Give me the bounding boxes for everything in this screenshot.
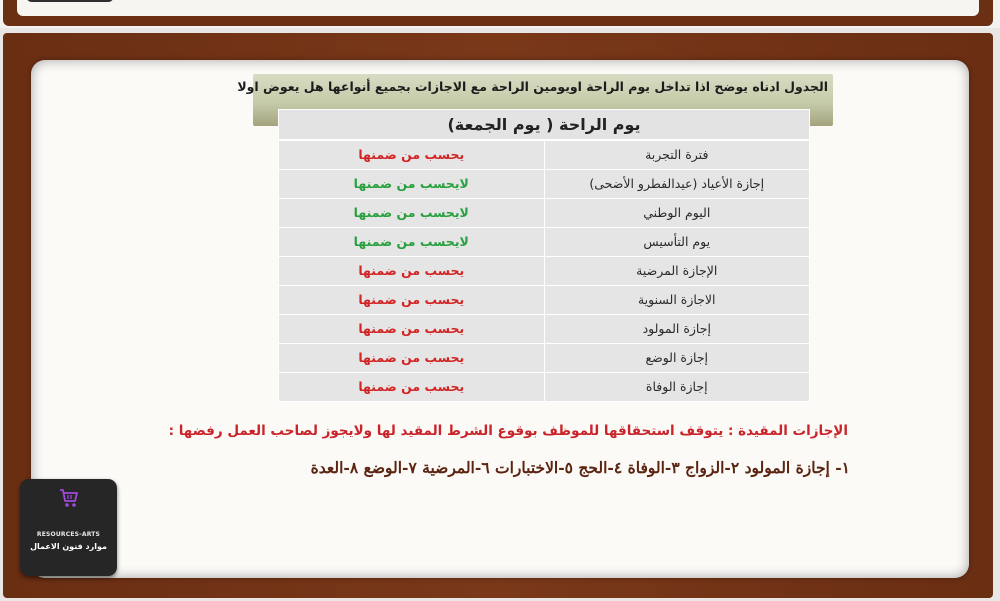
counted-status-cell: يحسب من ضمنها [279, 315, 545, 344]
logo-arabic-name: موارد فنون الاعمال [30, 542, 107, 551]
counted-status-cell: يحسب من ضمنها [279, 286, 545, 315]
leave-type-cell: فترة التجربة [544, 140, 810, 170]
counted-status-cell: لايحسب من ضمنها [279, 170, 545, 199]
counted-status-cell: لايحسب من ضمنها [279, 199, 545, 228]
logo-english-name: RESOURCES-ARTS [36, 531, 101, 538]
table-row [279, 257, 810, 286]
table-body [279, 140, 810, 402]
leave-type-cell: إجازة المولود [544, 315, 810, 344]
leave-type-cell: يوم التأسيس [544, 228, 810, 257]
banner-text: الجدول ادناه يوضح اذا تداخل يوم الراحة اويومين الراحة مع الاجازات بجميع أنواعها هل يعوض اولا [237, 79, 828, 94]
table-row [279, 373, 810, 402]
leave-type-cell: إجازة الوفاة [544, 373, 810, 402]
logo [20, 479, 117, 576]
table-row [279, 170, 810, 199]
counted-status-cell: يحسب من ضمنها [279, 373, 545, 402]
table-row [279, 140, 810, 170]
table-row [279, 199, 810, 228]
leave-type-cell: الاجازة السنوية [544, 286, 810, 315]
table-row [279, 228, 810, 257]
counted-status-cell: لايحسب من ضمنها [279, 228, 545, 257]
counted-status-cell: يحسب من ضمنها [279, 257, 545, 286]
leave-type-cell: الإجازة المرضية [544, 257, 810, 286]
table-header-row [279, 110, 810, 141]
table-row [279, 315, 810, 344]
table-row [279, 344, 810, 373]
previous-slide-frame [3, 0, 993, 26]
table-header: يوم الراحة ( يوم الجمعة) [279, 110, 810, 141]
leave-type-cell: اليوم الوطني [544, 199, 810, 228]
previous-slide-card [17, 0, 979, 16]
table-row [279, 286, 810, 315]
counted-status-cell: يحسب من ضمنها [279, 140, 545, 170]
counted-status-cell: يحسب من ضمنها [279, 344, 545, 373]
restricted-leaves-list: ١- إجازة المولود ٢-الزواج ٣-الوفاة ٤-الحج ٥-الاختبارات ٦-المرضية ٧-الوضع ٨-العدة [310, 458, 850, 477]
rest-day-table [278, 109, 810, 402]
previous-slide-logo [26, 0, 114, 2]
leave-type-cell: إجازة الوضع [544, 344, 810, 373]
restricted-leaves-note: الإجازات المقيدة : يتوقف استحقاقها للموظف بوقوع الشرط المقيد لها ولايجوز لصاحب العمل رفضها : [168, 423, 848, 439]
cart-icon [59, 487, 79, 509]
leave-type-cell: إجازة الأعياد (عيدالفطرو الأضحى) [544, 170, 810, 199]
